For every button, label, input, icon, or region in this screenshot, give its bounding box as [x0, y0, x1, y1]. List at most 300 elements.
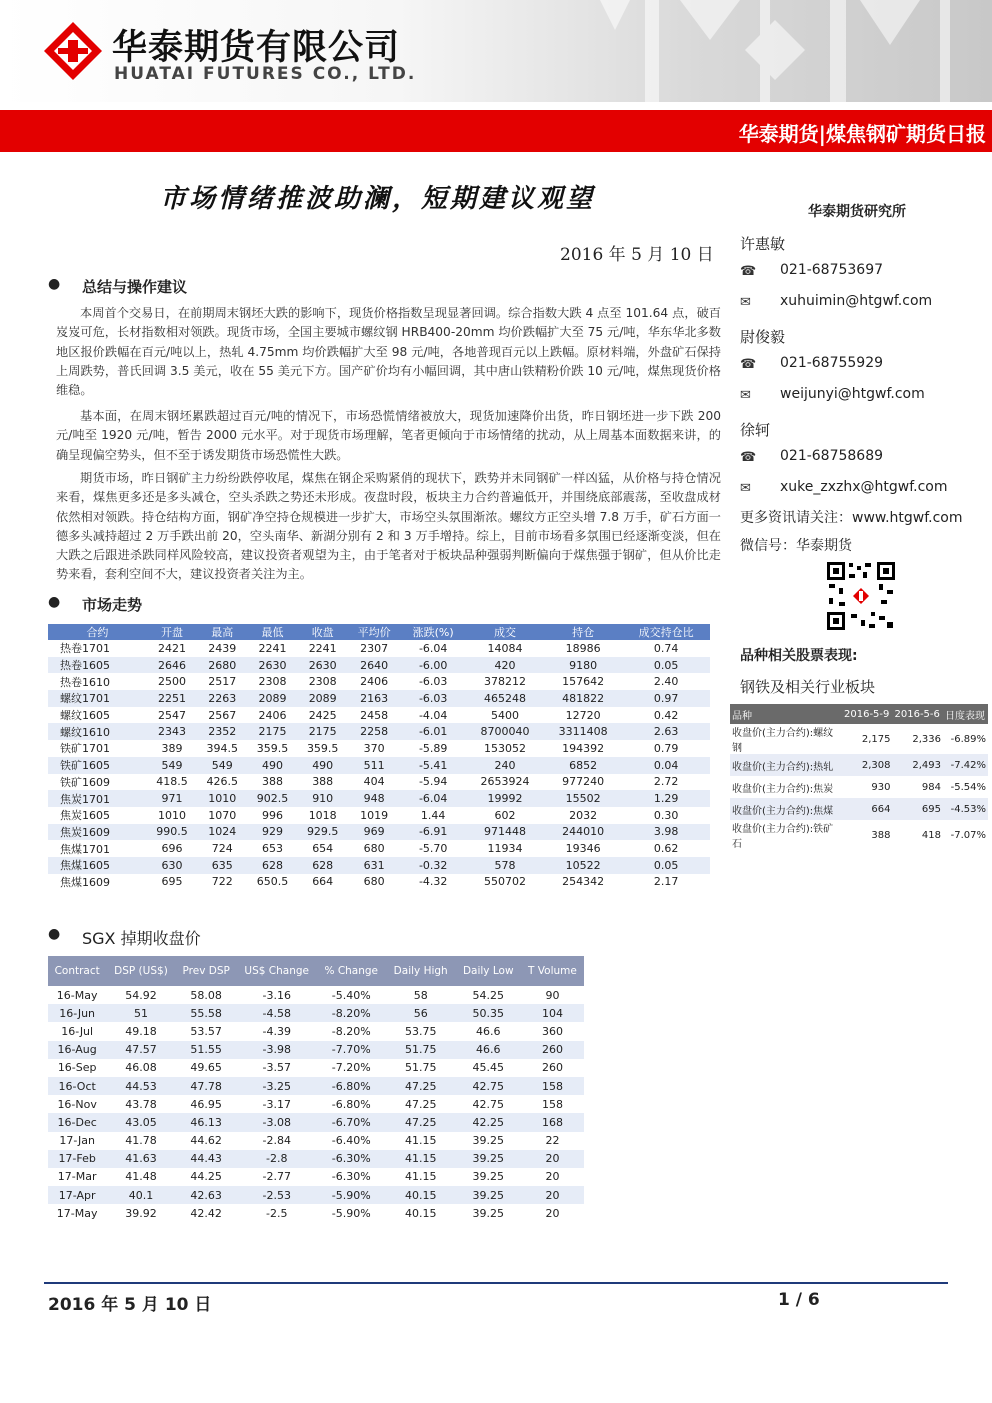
table-cell: 17-Jan — [59, 1134, 95, 1148]
table-cell: 194392 — [562, 741, 605, 755]
table-cell: 680 — [363, 842, 385, 856]
market-table-header — [48, 624, 710, 640]
analyst-name: 许惠敏 — [740, 235, 786, 253]
table-cell: 42.75 — [456, 1077, 521, 1095]
table-cell: 1.29 — [622, 790, 710, 807]
sgx-table-row — [48, 1059, 584, 1077]
analyst-name: 徐轲 — [740, 421, 771, 439]
table-cell: 550702 — [483, 875, 526, 889]
table-cell: -3.17 — [262, 1097, 291, 1111]
table-cell: 1018 — [308, 808, 337, 822]
market-table-row — [48, 723, 710, 740]
table-cell: -4.39 — [262, 1024, 291, 1038]
table-cell: 42.42 — [190, 1206, 222, 1220]
table-cell: 2.17 — [653, 875, 679, 889]
table-cell: 2032 — [569, 808, 598, 822]
table-cell: 680 — [363, 875, 385, 889]
table-cell: 53.57 — [190, 1024, 222, 1038]
stock-table-row — [730, 820, 988, 850]
table-cell: -6.30% — [317, 1150, 386, 1168]
table-cell: 16-Jul — [61, 1024, 94, 1038]
section-title-market: 市场走势 — [82, 596, 143, 614]
wechat-id: 微信号：华泰期货 — [740, 538, 852, 554]
table-cell: 2.72 — [653, 775, 679, 789]
table-cell: 16-Jun — [48, 1004, 106, 1022]
table-cell: 铁矿1609 — [60, 775, 110, 789]
table-cell: 20 — [521, 1186, 584, 1204]
table-cell: 0.74 — [653, 641, 679, 655]
table-cell: -7.70% — [317, 1041, 386, 1059]
table-cell: 2,493 — [893, 754, 944, 776]
table-cell: 40.15 — [386, 1186, 456, 1204]
table-cell: 收盘价(主力合约):热轧 — [730, 754, 842, 776]
table-cell: 58.08 — [190, 988, 222, 1002]
table-cell: 43.05 — [106, 1113, 175, 1131]
table-cell: 984 — [921, 781, 941, 793]
section-title-sgx: SGX 掉期收盘价 — [82, 929, 201, 948]
table-cell: 104 — [521, 1004, 584, 1022]
table-cell: -6.91 — [400, 824, 465, 841]
sgx-table-row — [48, 1095, 584, 1113]
table-cell: 17-May — [56, 1206, 98, 1220]
table-cell: 5400 — [490, 708, 519, 722]
table-cell: 19992 — [466, 790, 544, 807]
market-table-row — [48, 824, 710, 841]
table-cell: 1010 — [157, 808, 186, 822]
table-cell: 696 — [161, 842, 183, 856]
table-cell: 55.58 — [176, 1004, 237, 1022]
table-cell: 2175 — [298, 723, 348, 740]
table-cell: 51.55 — [176, 1041, 237, 1059]
bullet-icon: ● — [48, 276, 61, 292]
market-table-row — [48, 640, 710, 657]
company-name-en: HUATAI FUTURES CO., LTD. — [114, 64, 417, 84]
table-cell: -5.89 — [418, 741, 448, 755]
table-cell: 40.15 — [404, 1206, 437, 1220]
table-cell: 16-Aug — [48, 1041, 106, 1059]
table-cell: 收盘价(主力合约):螺纹钢 — [732, 728, 834, 754]
table-cell: 收盘价(主力合约):焦煤 — [730, 798, 842, 820]
table-cell: 635 — [197, 857, 247, 874]
table-cell: 653 — [261, 842, 283, 856]
table-cell: 0.05 — [622, 857, 710, 874]
table-cell: 664 — [842, 798, 893, 820]
table-cell: -4.53% — [943, 798, 988, 820]
table-cell: 929 — [247, 824, 297, 841]
table-cell: 收盘价(主力合约):铁矿石 — [732, 824, 834, 850]
table-cell: 41.15 — [386, 1150, 456, 1168]
table-cell: -7.20% — [331, 1061, 371, 1075]
table-cell: 51.75 — [386, 1041, 456, 1059]
table-cell: 41.15 — [404, 1170, 437, 1184]
report-title: 市场情绪推波助澜，短期建议观望 — [160, 184, 596, 214]
stock-section-subtitle: 钢铁及相关行业板块 — [740, 678, 876, 696]
table-cell: 254342 — [562, 875, 605, 889]
analyst-email[interactable]: weijunyi@htgwf.com — [780, 386, 925, 402]
table-cell: 螺纹1701 — [48, 690, 147, 707]
table-cell: 15502 — [544, 790, 622, 807]
table-cell: 铁矿1701 — [60, 742, 110, 756]
table-cell: 902.5 — [247, 790, 297, 807]
analyst-phone: 021-68753697 — [780, 262, 884, 278]
table-cell: 465248 — [466, 690, 544, 707]
table-cell: 螺纹1605 — [60, 709, 110, 723]
table-cell: 39.25 — [456, 1150, 521, 1168]
table-cell: 0.04 — [622, 757, 710, 774]
table-cell: 18986 — [565, 641, 601, 655]
market-table-row — [48, 657, 710, 674]
table-cell: 969 — [348, 824, 401, 841]
table-cell: 58 — [413, 988, 428, 1002]
sgx-table-row — [48, 1077, 584, 1095]
table-cell: 3.98 — [622, 824, 710, 841]
table-cell: 16-Nov — [57, 1097, 97, 1111]
analyst-name: 尉俊毅 — [740, 328, 786, 346]
table-cell: -5.90% — [317, 1186, 386, 1204]
table-cell: -3.25 — [237, 1077, 317, 1095]
table-cell: 47.25 — [386, 1113, 456, 1131]
table-cell: -2.53 — [237, 1186, 317, 1204]
table-cell: 695 — [161, 875, 183, 889]
table-cell: 46.6 — [456, 1041, 521, 1059]
table-cell: -5.90% — [331, 1206, 371, 1220]
table-cell: 焦炭1609 — [48, 824, 147, 841]
table-cell: -8.20% — [317, 1004, 386, 1022]
table-cell: 2567 — [208, 708, 237, 722]
table-cell: 0.42 — [653, 708, 679, 722]
sgx-table-row — [48, 1186, 584, 1204]
table-cell: 2406 — [258, 708, 287, 722]
table-cell: 39.25 — [456, 1186, 521, 1204]
stock-performance-table — [730, 704, 988, 850]
market-table-row — [48, 857, 710, 874]
table-cell: 2307 — [360, 641, 389, 655]
col-header: % Change — [317, 956, 386, 986]
table-cell: 42.75 — [472, 1097, 504, 1111]
table-cell: 2352 — [197, 723, 247, 740]
table-cell: 695 — [893, 798, 944, 820]
table-cell: 8700040 — [466, 723, 544, 740]
table-cell: 388 — [871, 829, 891, 841]
table-cell: -2.84 — [262, 1134, 291, 1148]
market-table-row — [48, 874, 710, 891]
table-cell: -4.32 — [418, 875, 448, 889]
table-cell: 2653924 — [480, 775, 530, 789]
table-cell: 158 — [521, 1077, 584, 1095]
table-cell: 2089 — [298, 690, 348, 707]
col-header: 2016-5-6 — [893, 704, 944, 724]
sgx-table-row — [48, 1132, 584, 1150]
page-header — [0, 0, 992, 155]
table-cell: 260 — [541, 1061, 563, 1075]
table-cell: -3.08 — [237, 1113, 317, 1131]
table-cell: 1010 — [197, 790, 247, 807]
table-cell: 热卷1610 — [60, 675, 110, 689]
table-cell: 46.08 — [125, 1061, 157, 1075]
col-header: Daily High — [386, 956, 456, 986]
table-cell: 2630 — [298, 657, 348, 674]
table-cell: 990.5 — [147, 824, 197, 841]
table-cell: 2089 — [247, 690, 297, 707]
table-cell: -2.5 — [265, 1206, 288, 1220]
red-band-notch — [700, 110, 740, 152]
table-cell: -5.41 — [400, 757, 465, 774]
table-cell: 50.35 — [456, 1004, 521, 1022]
col-header: DSP (US$) — [106, 956, 175, 986]
table-cell: 1024 — [197, 824, 247, 841]
table-cell: 490 — [298, 757, 348, 774]
table-cell: 热卷1701 — [60, 642, 110, 656]
table-cell: 359.5 — [306, 741, 339, 755]
table-cell: 481822 — [544, 690, 622, 707]
table-cell: -4.04 — [418, 708, 448, 722]
table-cell: 2263 — [197, 690, 247, 707]
table-cell: -6.03 — [400, 690, 465, 707]
col-header: 最高 — [197, 624, 247, 640]
table-cell: 2517 — [208, 675, 237, 689]
col-header: 合约 — [48, 624, 147, 640]
table-cell: 11934 — [487, 842, 523, 856]
table-cell: 664 — [312, 875, 334, 889]
sgx-table-row — [48, 986, 584, 1004]
sgx-table-row — [48, 1113, 584, 1131]
table-cell: 2680 — [197, 657, 247, 674]
table-cell: -2.8 — [237, 1150, 317, 1168]
table-cell: 56 — [386, 1004, 456, 1022]
market-table-row — [48, 673, 710, 690]
table-cell: -6.04 — [400, 790, 465, 807]
table-cell: 388 — [312, 775, 334, 789]
table-cell: 420 — [466, 657, 544, 674]
table-cell: 602 — [494, 808, 516, 822]
sgx-table-row — [48, 1004, 584, 1022]
table-cell: 359.5 — [256, 741, 289, 755]
market-table-row — [48, 740, 710, 757]
institute-name: 华泰期货研究所 — [808, 204, 906, 220]
table-cell: 0.05 — [622, 657, 710, 674]
table-cell: 388 — [261, 775, 283, 789]
header-decoration — [560, 0, 992, 102]
sgx-table-row — [48, 1041, 584, 1059]
market-table-row — [48, 757, 710, 774]
table-cell: 47.25 — [404, 1097, 437, 1111]
table-cell: 360 — [541, 1024, 563, 1038]
analyst-email[interactable]: xuhuimin@htgwf.com — [780, 293, 933, 309]
table-cell: 16-Oct — [48, 1077, 106, 1095]
table-cell: 焦煤1605 — [48, 857, 147, 874]
table-cell: 40.1 — [106, 1186, 175, 1204]
table-cell: -4.58 — [237, 1004, 317, 1022]
table-cell: 9180 — [544, 657, 622, 674]
table-cell: -5.94 — [418, 775, 448, 789]
table-cell: -0.32 — [400, 857, 465, 874]
table-cell: -7.42% — [943, 754, 988, 776]
table-cell: -2.77 — [262, 1170, 291, 1184]
table-cell: 389 — [161, 741, 183, 755]
col-header: Prev DSP — [176, 956, 237, 986]
market-table-row — [48, 690, 710, 707]
table-cell: 20 — [521, 1150, 584, 1168]
summary-paragraph-2: 基本面，在周末钢坯累跌超过百元/吨的情况下，市场恐慌情绪被放大，现货加速降价出货，昨日钢坯进一步下跌 200 元/吨至 1920 元/吨，暂告 2000 元水平。对于现货市场理解，笔者更倾向于市场情绪的扰动，从上周基本面数据来讲，的确呈现偏空势头，但不至于诱发期货市场恐慌性大跌。 — [56, 409, 721, 462]
col-header: US$ Change — [237, 956, 317, 986]
table-cell: 549 — [147, 757, 197, 774]
bullet-icon: ● — [48, 926, 61, 942]
table-cell: 焦炭1701 — [48, 790, 147, 807]
market-table — [48, 624, 710, 890]
table-cell: 2646 — [147, 657, 197, 674]
table-cell: 53.75 — [404, 1024, 437, 1038]
table-cell: 16-May — [56, 988, 98, 1002]
table-cell: 49.65 — [190, 1061, 222, 1075]
table-cell: 45.45 — [472, 1061, 504, 1075]
table-cell: 628 — [247, 857, 297, 874]
table-cell: 370 — [363, 741, 385, 755]
table-cell: 铁矿1605 — [48, 757, 147, 774]
page-number: 1 / 6 — [778, 1290, 820, 1310]
table-cell: 724 — [211, 842, 233, 856]
table-cell: 17-Feb — [48, 1150, 106, 1168]
table-cell: -6.30% — [331, 1170, 371, 1184]
table-cell: 1019 — [360, 808, 389, 822]
table-cell: -6.80% — [331, 1097, 371, 1111]
table-cell: 3311408 — [544, 723, 622, 740]
market-table-row — [48, 790, 710, 807]
report-date: 2016 年 5 月 10 日 — [560, 245, 714, 265]
table-cell: 41.78 — [125, 1134, 157, 1148]
table-cell: 2241 — [258, 641, 287, 655]
table-cell: 418 — [921, 829, 941, 841]
table-cell: 2343 — [147, 723, 197, 740]
stock-table-row — [730, 798, 988, 820]
stock-table-row — [730, 724, 988, 754]
table-cell: -8.20% — [331, 1024, 371, 1038]
table-cell: 41.15 — [404, 1134, 437, 1148]
table-cell: 2,175 — [861, 733, 891, 745]
table-cell: -7.07% — [950, 829, 986, 841]
sgx-table-row — [48, 1168, 584, 1186]
company-name-cn: 华泰期货有限公司 — [112, 28, 401, 68]
table-cell: 418.5 — [156, 775, 188, 789]
table-cell: -6.80% — [317, 1077, 386, 1095]
table-cell: 157642 — [562, 675, 605, 689]
table-cell: 39.92 — [125, 1206, 157, 1220]
table-cell: 578 — [466, 857, 544, 874]
table-cell: 930 — [871, 781, 891, 793]
table-cell: 971 — [147, 790, 197, 807]
email-icon: ✉ — [740, 295, 751, 310]
stock-table-row — [730, 776, 988, 798]
table-cell: 549 — [197, 757, 247, 774]
table-cell: 2547 — [157, 708, 186, 722]
table-cell: 焦炭1605 — [60, 809, 110, 823]
col-header: 收盘 — [298, 624, 348, 640]
table-cell: 2439 — [208, 641, 237, 655]
table-cell: -6.03 — [418, 675, 448, 689]
sgx-table — [48, 956, 584, 1222]
phone-icon: ☎ — [740, 450, 757, 465]
stock-table-header — [730, 704, 988, 724]
table-cell: -3.16 — [262, 988, 291, 1002]
col-header: 持仓 — [544, 624, 622, 640]
col-header: 最低 — [247, 624, 297, 640]
summary-paragraph-3: 期货市场，昨日钢矿主力纷纷跌停收尾，煤焦在钢企采购紧俏的现状下，跌势并未同钢矿一样凶猛，从价格与持仓情况来看，煤焦更多还是多头减仓，空头杀跌之势还未形成。夜盘时段，板块主力合约普遍低开，并围绕底部震荡，至收盘成材依然相对领跌。持仓结构方面，钢矿净空持仓规模进一步扩大，市场空头氛围渐浓。螺纹方正空头增 7.8 万手，矿石方面一德多头减持超过 2 万手跌出前 20，空头南华、新湖分别有 2 和 3 万手增持。综上，目前市场看多氛围已经逐渐变淡，但在大跌之后跟进杀跌同样风险较高，建议投资者观望为主，由于笔者对于板块品种强弱判断偏向于煤焦强于钢矿，但从价比走势来看，套利空间不大，建议投资者关注为主。 — [56, 471, 721, 582]
table-cell: -6.89% — [950, 733, 986, 745]
table-cell: 2,336 — [912, 733, 941, 745]
table-cell: -3.98 — [237, 1041, 317, 1059]
table-cell: 971448 — [466, 824, 544, 841]
table-cell: 44.25 — [190, 1170, 222, 1184]
table-cell: -6.00 — [400, 657, 465, 674]
table-cell: 2421 — [157, 641, 186, 655]
table-cell: 2258 — [348, 723, 401, 740]
table-cell: 17-Apr — [48, 1186, 106, 1204]
market-table-row — [48, 707, 710, 724]
more-info-link[interactable]: 更多资讯请关注：www.htgwf.com — [740, 510, 963, 526]
table-cell: 收盘价(主力合约):焦炭 — [732, 783, 834, 795]
table-cell: 焦煤1609 — [60, 875, 110, 889]
table-cell: 49.18 — [125, 1024, 157, 1038]
market-table-row — [48, 774, 710, 791]
table-cell: 650.5 — [256, 875, 289, 889]
table-cell: 158 — [541, 1097, 563, 1111]
table-cell: 0.79 — [653, 741, 679, 755]
table-cell: 47.25 — [386, 1077, 456, 1095]
sgx-table-row — [48, 1022, 584, 1040]
table-cell: 2.63 — [622, 723, 710, 740]
table-cell: 47.78 — [176, 1077, 237, 1095]
table-cell: 46.6 — [476, 1024, 501, 1038]
analyst-email[interactable]: xuke_zxzhx@htgwf.com — [780, 479, 948, 495]
table-cell: 2640 — [348, 657, 401, 674]
table-cell: 2425 — [308, 708, 337, 722]
table-cell: 54.25 — [472, 988, 504, 1002]
table-cell: 41.48 — [125, 1170, 157, 1184]
table-cell: 2241 — [308, 641, 337, 655]
table-cell: 22 — [545, 1134, 560, 1148]
table-cell: 631 — [348, 857, 401, 874]
table-cell: 41.63 — [106, 1150, 175, 1168]
table-cell: 39.25 — [472, 1170, 504, 1184]
table-cell: 2630 — [247, 657, 297, 674]
table-cell: 2163 — [348, 690, 401, 707]
table-cell: 19346 — [565, 842, 601, 856]
footer-divider — [44, 1282, 948, 1284]
qr-code-icon — [825, 560, 897, 632]
email-icon: ✉ — [740, 481, 751, 496]
table-cell: -5.40% — [331, 988, 371, 1002]
table-cell: 14084 — [487, 641, 523, 655]
table-cell: -6.04 — [418, 641, 448, 655]
sgx-table-header — [48, 956, 584, 986]
report-tag: 华泰期货|煤焦钢矿期货日报 — [738, 122, 986, 146]
col-header: 日度表现 — [943, 704, 988, 724]
col-header: 开盘 — [147, 624, 197, 640]
table-cell: 240 — [466, 757, 544, 774]
table-cell: 977240 — [562, 775, 605, 789]
table-cell: 43.78 — [125, 1097, 157, 1111]
col-header: 成交 — [466, 624, 544, 640]
table-cell: 39.25 — [472, 1206, 504, 1220]
stock-table-row — [730, 754, 988, 776]
table-cell: 6852 — [544, 757, 622, 774]
col-header: Contract — [48, 956, 106, 986]
table-cell: 426.5 — [206, 775, 238, 789]
phone-icon: ☎ — [740, 357, 757, 372]
table-cell: 51 — [106, 1004, 175, 1022]
table-cell: 20 — [545, 1206, 560, 1220]
table-cell: -6.70% — [317, 1113, 386, 1131]
summary-paragraph-1: 本周首个交易日，在前期周末钢坯大跌的影响下，现货价格指数呈现显著回调。综合指数大跌 4 点至 101.64 点，破百岌岌可危，长材指数相对领跌。现货市场，全国主要城市螺纹钢 HRB400-20mm 均价跌幅扩大至 75 元/吨，华东华北多数地区报价跌幅在百元/吨以上，热轧 4.75mm 均价跌幅扩大至 98 元/吨，各地普现百元以上跌幅。原材料端，外盘矿石保持上周跌势，普氏回调 3.5 美元，收在 55 美元下方。国产矿价均有小幅回调，其中唐山铁精粉价跌 10 元/吨，煤焦现货价格维稳。 — [56, 306, 721, 398]
